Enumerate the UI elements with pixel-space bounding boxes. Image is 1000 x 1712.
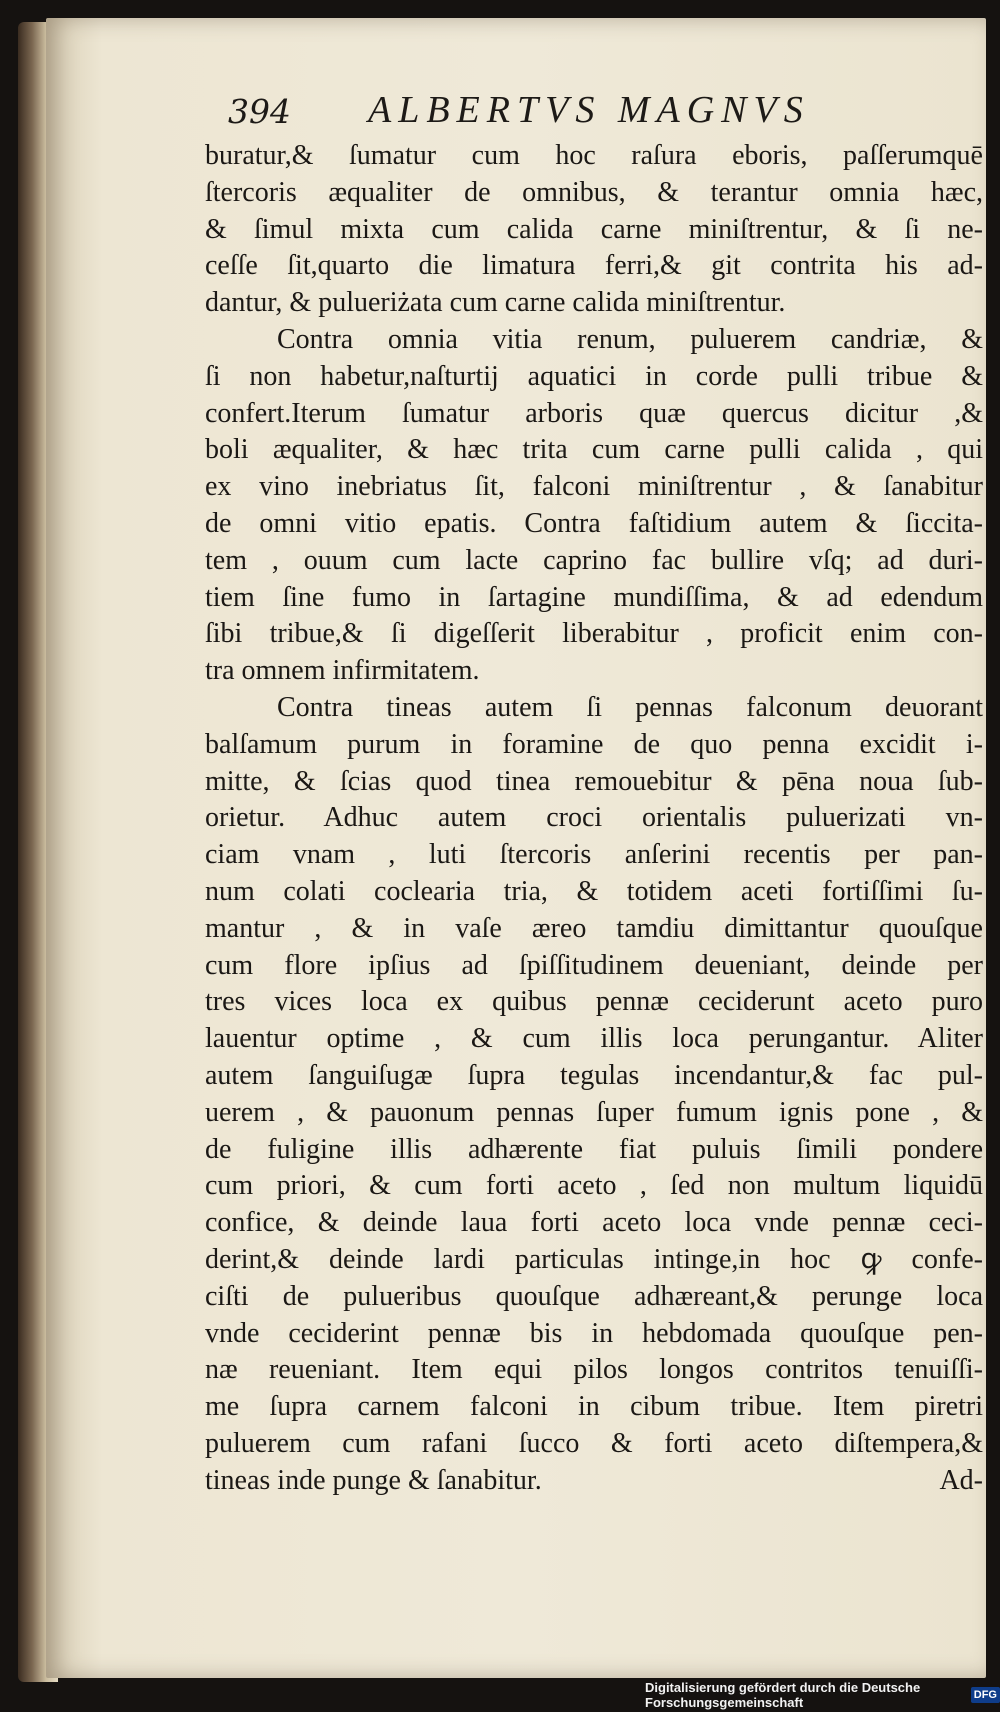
page-number: 394 [228,92,291,131]
text-line: boli æqualiter, & hæc trita cum carne pulli calida , qui [205,434,983,466]
text-line: tra omnem infirmitatem. [205,655,480,687]
text-line: mitte, & ſcias quod tinea remouebitur & pēna noua ſub- [205,765,983,797]
text-line: balſamum purum in foramine de quo penna excidit i- [205,728,983,760]
page-header [228,88,928,138]
text-line-final [205,1463,983,1500]
text-line: cum flore ipſius ad ſpiſſitudinem deueniant, deinde per [205,949,983,981]
text-line: de fuligine illis adhærente fiat puluis ſimili pondere [205,1133,983,1165]
text-line: confert.Iterum ſumatur arboris quæ quercus dicitur ,& [205,397,983,429]
text-line: Contra tineas autem ſi pennas falconum deuorant [277,691,983,723]
text-line: ciam vnam , luti ſtercoris anſerini recentis per pan- [205,839,983,871]
dfg-logo: DFG [971,1687,1000,1703]
text-line: me ſupra carnem falconi in cibum tribue. Item piretri [205,1391,983,1423]
text-line: lauentur optime , & cum illis loca perungantur. Aliter [205,1023,983,1055]
text-line: ſi non habetur,naſturtij aquatici in corde pulli tribue & [205,360,983,392]
body-text [205,138,983,1499]
digitization-footer [645,1680,1000,1710]
text-line: ciſti de pulueribus quouſque adhæreant,& perunge loca [205,1280,983,1312]
text-line: orietur. Adhuc autem croci orientalis puluerizati vn- [205,802,983,834]
text-line: mantur , & in vaſe æreo tamdiu dimittantur quouſque [205,912,983,944]
text-line: tem , ouum cum lacte caprino fac bullire vſq; ad duri- [205,544,983,576]
footer-credit: Digitalisierung gefördert durch die Deutsche Forschungsgemeinschaft [645,1680,921,1710]
text-line: dantur, & pulueriżata cum carne calida miniſtrentur. [205,287,786,319]
text-line: ex vino inebriatus ſit, falconi miniſtrentur , & ſanabitur [205,471,983,503]
text-line: ſibi tribue,& ſi digeſſerit liberabitur , proficit enim con- [205,618,983,650]
text-line: ſtercoris æqualiter de omnibus, & terantur omnia hæc, [205,176,983,208]
catchword: Ad- [939,1464,983,1496]
text-line: puluerem cum rafani ſucco & forti aceto diſtempera,& [205,1427,983,1459]
text-line: autem ſanguiſugæ ſupra tegulas incendantur,& fac pul- [205,1059,983,1091]
text-line: Contra omnia vitia renum, puluerem candriæ, & [277,323,983,355]
text-line: & ſimul mixta cum calida carne miniſtrentur, & ſi ne- [205,213,983,245]
text-line: derint,& deinde lardi particulas intinge,in hoc ꝙ confe- [205,1243,983,1275]
text-line: tiem ſine fumo in ſartagine mundiſſima, & ad edendum [205,581,983,613]
text-line: vnde ceciderint pennæ bis in hebdomada quouſque pen- [205,1317,983,1349]
text-line: næ reueniant. Item equi pilos longos contritos tenuiſſi- [205,1354,983,1386]
text-line: de omni vitio epatis. Contra faſtidium autem & ſiccita- [205,507,983,539]
running-head: ALBERTVS MAGNVS [368,89,810,131]
text-line: uerem , & pauonum pennas ſuper fumum ignis pone , & [205,1096,983,1128]
text-line: confice, & deinde laua forti aceto loca vnde pennæ ceci- [205,1207,983,1239]
text-line: tineas inde punge & ſanabitur. [205,1464,542,1496]
text-line: num colati coclearia tria, & totidem aceti fortiſſimi ſu- [205,875,983,907]
text-line: cum priori, & cum forti aceto , ſed non multum liquidū [205,1170,983,1202]
text-line: buratur,& ſumatur cum hoc raſura eboris, paſſerumquē [205,140,983,171]
text-line: ceſſe ſit,quarto die limatura ferri,& git contrita his ad- [205,250,983,282]
text-line: tres vices loca ex quibus pennæ ceciderunt aceto puro [205,986,983,1018]
